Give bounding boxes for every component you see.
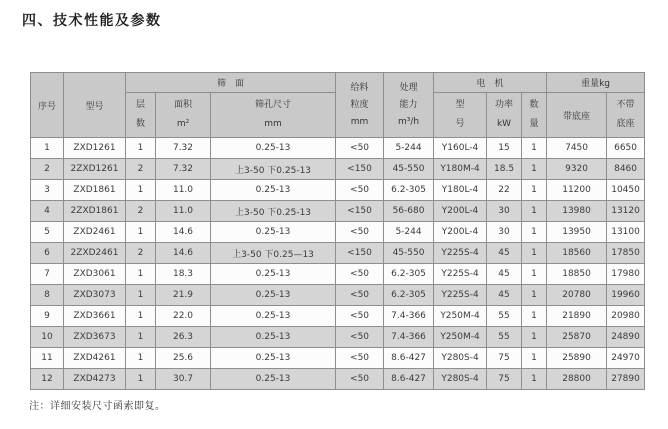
table-cell: 56-680 [384,201,434,222]
table-cell: Y180M-4 [434,159,487,180]
table-cell: 7 [31,264,64,285]
table-cell: 2 [31,159,64,180]
table-cell: ZXD3661 [64,306,126,327]
table-cell: 26.3 [156,327,211,348]
table-cell: 24970 [607,348,645,369]
table-row [31,222,645,243]
table-cell: 上3-50 下0.25—13 [211,243,336,264]
table-row [31,369,645,390]
table-cell: 9320 [547,159,607,180]
table-cell: 25890 [547,348,607,369]
table-cell: 22 [487,180,522,201]
table-cell: 10450 [607,180,645,201]
table-cell: 75 [487,369,522,390]
table-cell: 45-550 [384,159,434,180]
table-cell: 30.7 [156,369,211,390]
footnote: 注：详细安装尺寸函索即复。 [29,401,166,412]
table-cell: 0.25-13 [211,285,336,306]
group-motor: 电 机 [434,73,547,93]
table-row [31,285,645,306]
table-cell: 8 [31,285,64,306]
table-cell: 8.6-427 [384,369,434,390]
table-row [31,306,645,327]
table-cell: 45 [487,243,522,264]
table-cell: 0.25-13 [211,222,336,243]
table-cell: 1 [522,243,547,264]
table-cell: <50 [336,348,384,369]
table-cell: <150 [336,159,384,180]
table-row [31,201,645,222]
table-cell: 19960 [607,285,645,306]
table-cell: 6.2-305 [384,285,434,306]
table-cell: 0.25-13 [211,264,336,285]
table-cell: 1 [126,369,156,390]
table-cell: 28800 [547,369,607,390]
table-cell: 6 [31,243,64,264]
table-row [31,180,645,201]
table-cell: 5 [31,222,64,243]
table-cell: 21890 [547,306,607,327]
table-cell: <50 [336,138,384,159]
table-cell: Y225S-4 [434,264,487,285]
table-cell: 1 [522,159,547,180]
table-cell: 1 [126,348,156,369]
table-cell: 3 [31,180,64,201]
table-cell: 1 [522,327,547,348]
table-cell: 1 [126,138,156,159]
table-cell: 7.4-366 [384,306,434,327]
table-cell: 8.6-427 [384,348,434,369]
table-cell: 14.6 [156,243,211,264]
table-cell: 1 [522,306,547,327]
table-cell: ZXD1261 [64,138,126,159]
table-cell: 0.25-13 [211,327,336,348]
table-cell: 2ZXD1261 [64,159,126,180]
table-cell: 1 [31,138,64,159]
table-cell: ZXD4261 [64,348,126,369]
table-cell: 2 [126,159,156,180]
col-hole-size: 筛孔尺寸 mm [211,93,336,138]
table-cell: 1 [126,222,156,243]
table-cell: Y280S-4 [434,369,487,390]
table-cell: 11200 [547,180,607,201]
col-without-base: 不带 底座 [607,93,645,138]
col-with-base: 带底座 [547,93,607,138]
table-cell: <150 [336,201,384,222]
table-cell: Y160L-4 [434,138,487,159]
table-cell: 6650 [607,138,645,159]
section-title: 四、技术性能及参数 [22,13,162,29]
table-cell: 1 [522,264,547,285]
table-cell: 30 [487,201,522,222]
table-cell: 1 [126,327,156,348]
table-cell: <50 [336,264,384,285]
table-cell: 18850 [547,264,607,285]
table-row [31,348,645,369]
col-area: 面积 m² [156,93,211,138]
table-cell: 30 [487,222,522,243]
table-cell: 5-244 [384,222,434,243]
table-cell: 7.32 [156,138,211,159]
table-cell: Y225S-4 [434,243,487,264]
table-cell: 1 [522,222,547,243]
table-cell: ZXD3673 [64,327,126,348]
table-cell: 2ZXD2461 [64,243,126,264]
table-cell: <50 [336,306,384,327]
col-layers: 层 数 [126,93,156,138]
table-cell: 1 [522,138,547,159]
table-cell: 上3-50 下0.25-13 [211,201,336,222]
table-cell: ZXD1861 [64,180,126,201]
table-cell: <150 [336,243,384,264]
table-cell: <50 [336,180,384,201]
table-cell: 25870 [547,327,607,348]
table-cell: 11 [31,348,64,369]
table-cell: 1 [522,285,547,306]
table-cell: 55 [487,306,522,327]
col-feed-size: 给料 粒度 mm [336,73,384,138]
table-cell: 上3-50 下0.25-13 [211,159,336,180]
table-cell: 75 [487,348,522,369]
table-cell: 13120 [607,201,645,222]
table-cell: 18.3 [156,264,211,285]
table-cell: <50 [336,222,384,243]
table-cell: 45 [487,285,522,306]
table-cell: Y225S-4 [434,285,487,306]
table-cell: 7.32 [156,159,211,180]
table-cell: ZXD3061 [64,264,126,285]
table-cell: Y200L-4 [434,201,487,222]
table-cell: Y280S-4 [434,348,487,369]
table-header [31,73,645,138]
table-cell: Y250M-4 [434,306,487,327]
table-cell: 45-550 [384,243,434,264]
group-weight: 重量kg [547,73,645,93]
table-cell: 7.4-366 [384,327,434,348]
table-cell: 17850 [607,243,645,264]
table-cell: <50 [336,327,384,348]
col-power: 功率 kW [487,93,522,138]
col-qty: 数 量 [522,93,547,138]
group-screen-surface: 筛 面 [126,73,336,93]
table-cell: 11.0 [156,180,211,201]
table-cell: 11.0 [156,201,211,222]
table-cell: <50 [336,369,384,390]
table-cell: 0.25-13 [211,348,336,369]
table-cell: Y180L-4 [434,180,487,201]
table-cell: 2ZXD1861 [64,201,126,222]
table-cell: 0.25-13 [211,138,336,159]
table-cell: 14.6 [156,222,211,243]
table-cell: 6.2-305 [384,264,434,285]
table-cell: 5-244 [384,138,434,159]
col-index: 序号 [31,73,64,138]
table-cell: 1 [522,180,547,201]
table-cell: 0.25-13 [211,180,336,201]
table-cell: 45 [487,264,522,285]
table-row [31,159,645,180]
table-cell: 12 [31,369,64,390]
table-cell: 17980 [607,264,645,285]
table-cell: 2 [126,243,156,264]
table-cell: 18.5 [487,159,522,180]
table-cell: 55 [487,327,522,348]
col-motor-model: 型 号 [434,93,487,138]
table-row [31,264,645,285]
table-cell: 21.9 [156,285,211,306]
table-cell: 9 [31,306,64,327]
table-cell: 1 [522,201,547,222]
table-cell: 24890 [607,327,645,348]
table-cell: 1 [126,264,156,285]
table-cell: 1 [126,306,156,327]
table-cell: Y250M-4 [434,327,487,348]
table-cell: 6.2-305 [384,180,434,201]
col-model: 型号 [64,73,126,138]
table-cell: 13950 [547,222,607,243]
table-cell: 1 [522,369,547,390]
table-cell: <50 [336,285,384,306]
table-cell: 25.6 [156,348,211,369]
table-cell: 20780 [547,285,607,306]
table-cell: 7450 [547,138,607,159]
table-cell: 1 [126,180,156,201]
table-cell: 2 [126,201,156,222]
table-cell: 27890 [607,369,645,390]
table-cell: 15 [487,138,522,159]
table-cell: 0.25-13 [211,306,336,327]
table-body [31,138,645,390]
table-cell: ZXD4273 [64,369,126,390]
table-cell: 22.0 [156,306,211,327]
table-cell: Y200L-4 [434,222,487,243]
table-cell: 8460 [607,159,645,180]
table-cell: 13100 [607,222,645,243]
table-cell: 4 [31,201,64,222]
col-capacity: 处理 能力 m³/h [384,73,434,138]
table-row [31,243,645,264]
table-cell: ZXD3073 [64,285,126,306]
table-cell: 1 [522,348,547,369]
table-row [31,138,645,159]
table-cell: 13980 [547,201,607,222]
table-cell: 20980 [607,306,645,327]
table-cell: 1 [126,285,156,306]
spec-table [30,72,645,390]
table-cell: 10 [31,327,64,348]
table-cell: 18560 [547,243,607,264]
table-cell: ZXD2461 [64,222,126,243]
table-cell: 0.25-13 [211,369,336,390]
table-row [31,327,645,348]
